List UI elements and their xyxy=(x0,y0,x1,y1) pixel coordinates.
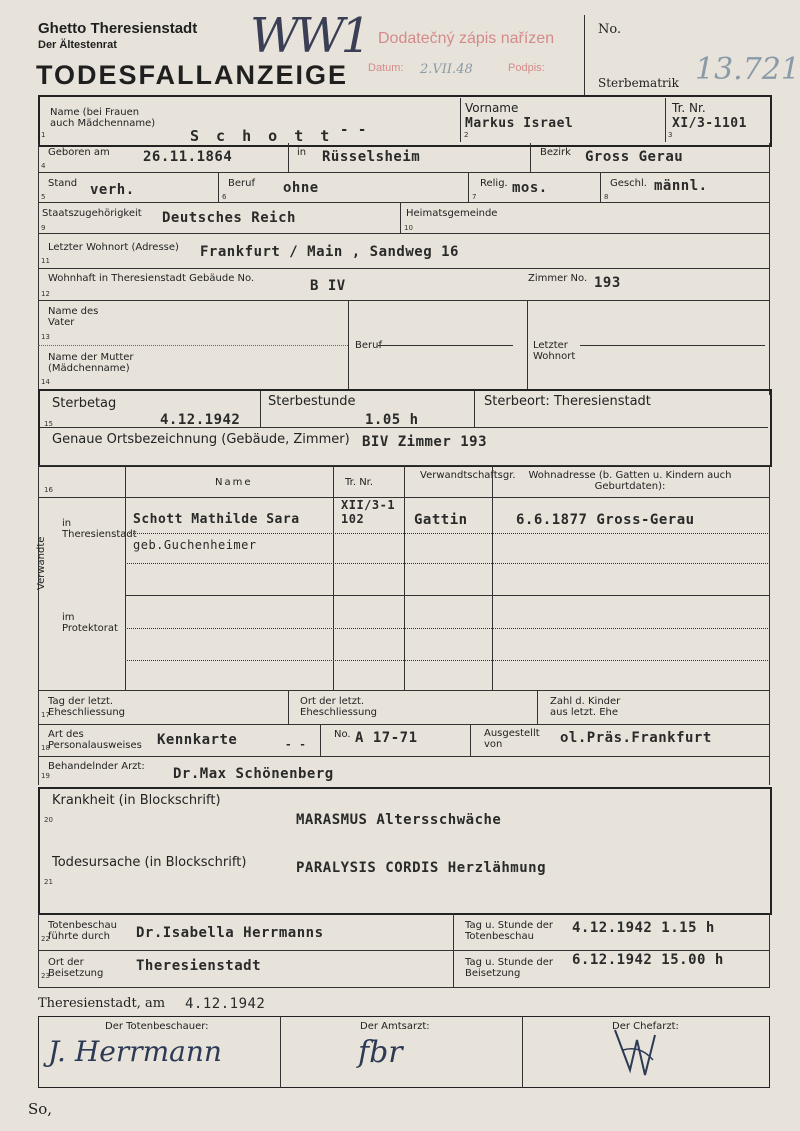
col-wohn: Wohnadresse (b. Gatten u. Kindern auch Geburtdaten): xyxy=(528,470,732,492)
field-num-4: 4 xyxy=(41,162,46,170)
sterbestunde-value: 1.05 h xyxy=(365,412,419,428)
org-line-1: Ghetto Theresienstadt xyxy=(38,20,198,37)
ausweis-no-label: No. xyxy=(334,729,351,740)
rel-verw: Gattin xyxy=(414,512,468,528)
vorname-value: Markus Israel xyxy=(465,116,574,131)
field-num-7: 7 xyxy=(472,193,477,201)
rel-wohn: 6.6.1877 Gross-Gerau xyxy=(516,512,695,528)
totenbeschau-tag-value: 4.12.1942 1.15 h xyxy=(572,920,715,936)
geburtsort-value: Rüsselsheim xyxy=(322,149,421,165)
bezirk-value: Gross Gerau xyxy=(585,149,684,165)
relig-label: Relig. xyxy=(480,178,508,189)
field-num-10: 10 xyxy=(404,224,413,232)
name-value: S c h o t t xyxy=(190,127,334,145)
rel-trnr: XII/3-1102 xyxy=(341,498,396,526)
eltern-wohnort-label: Letzter Wohnort xyxy=(533,340,576,362)
field-num-6: 6 xyxy=(222,193,227,201)
org-line-2: Der Ältestenrat xyxy=(38,39,117,51)
staat-value: Deutsches Reich xyxy=(162,210,296,226)
verwandte-label: Verwandte xyxy=(36,536,47,590)
wohnort-value: Frankfurt / Main , Sandweg 16 xyxy=(200,244,459,260)
ausweis-label: Art des Personalausweises xyxy=(48,729,142,751)
field-num-16: 16 xyxy=(44,486,53,494)
krankheit-label: Krankheit (in Blockschrift) xyxy=(52,793,221,808)
field-num-1: 1 xyxy=(41,131,46,139)
gebaeude-label: Wohnhaft in Theresienstadt Gebäude No. xyxy=(48,273,255,284)
field-num-2: 2 xyxy=(464,131,469,139)
ehe-tag-label: Tag der letzt. Eheschliessung xyxy=(48,696,126,718)
stamp-text: Dodatečný zápis nařízen xyxy=(378,30,555,47)
ursache-label: Todesursache (in Blockschrift) xyxy=(52,855,247,870)
staat-label: Staatszugehörigkeit xyxy=(42,208,142,219)
beisetzung-ort-value: Theresienstadt xyxy=(136,958,262,974)
geschl-value: männl. xyxy=(654,178,708,194)
sig2-signature: fbr xyxy=(358,1035,403,1070)
field-num-20: 20 xyxy=(44,816,53,824)
krankheit-value: MARASMUS Altersschwäche xyxy=(296,812,502,828)
zimmer-value: 193 xyxy=(594,275,621,291)
field-num-18: 18 xyxy=(41,744,50,752)
ehe-ort-label: Ort der letzt. Eheschliessung xyxy=(300,696,378,718)
sig1-signature: J. Herrmann xyxy=(48,1035,222,1068)
totenbeschau-tag-label: Tag u. Stunde der Totenbeschau xyxy=(465,920,554,942)
rel-name: Schott Mathilde Sara xyxy=(133,512,300,527)
place-date: 4.12.1942 xyxy=(185,996,266,1012)
field-num-17: 17 xyxy=(41,711,50,719)
mutter-label: Name der Mutter (Mädchenname) xyxy=(48,352,134,374)
ortsbez-label: Genaue Ortsbezeichnung (Gebäude, Zimmer) xyxy=(52,432,350,447)
field-num-9: 9 xyxy=(41,224,46,232)
beisetzung-tag-value: 6.12.1942 15.00 h xyxy=(572,952,724,968)
stamp-sign-label: Podpis: xyxy=(508,62,545,74)
vorname-label: Vorname xyxy=(465,101,519,115)
sig1-label: Der Totenbeschauer: xyxy=(105,1021,209,1032)
field-num-21: 21 xyxy=(44,878,53,886)
field-num-22: 22 xyxy=(41,935,50,943)
beruf-label: Beruf xyxy=(228,178,255,189)
eltern-beruf-label: Beruf xyxy=(355,340,382,351)
stamp-date: 2.VII.48 xyxy=(420,62,473,77)
sterbetag-label: Sterbetag xyxy=(52,396,117,411)
field-num-14: 14 xyxy=(41,378,50,386)
vater-label: Name des Vater xyxy=(48,306,99,328)
sig2-label: Der Amtsarzt: xyxy=(360,1021,430,1032)
trnr-value: XI/3-1101 xyxy=(672,116,747,131)
ausweis-dash: - - xyxy=(285,738,307,751)
matrik-number: 13.721 xyxy=(695,52,800,87)
im-prot-label: im Protektorat xyxy=(62,612,118,634)
stand-value: verh. xyxy=(90,182,135,198)
field-num-5: 5 xyxy=(41,193,46,201)
place-label: Theresienstadt, am xyxy=(38,996,166,1011)
no-label: No. xyxy=(598,22,622,37)
ausweis-no-value: A 17-71 xyxy=(355,730,418,746)
field-num-11: 11 xyxy=(41,257,50,265)
in-there-label: in Theresienstadt xyxy=(62,518,137,540)
field-num-15: 15 xyxy=(44,420,53,428)
rel-name-2: geb.Guchenheimer xyxy=(133,538,257,552)
field-num-3: 3 xyxy=(668,131,673,139)
field-num-19: 19 xyxy=(41,772,50,780)
kinder-label: Zahl d. Kinder aus letzt. Ehe xyxy=(550,696,621,718)
ortsbez-value: BIV Zimmer 193 xyxy=(362,434,488,450)
ausgestellt-label: Ausgestellt von xyxy=(484,728,540,750)
name-label: Name (bei Frauen auch Mädchenname) xyxy=(50,107,156,129)
ausgestellt-value: ol.Präs.Frankfurt xyxy=(560,730,712,746)
sterbe-box xyxy=(38,389,772,467)
sterbeort-label: Sterbeort: Theresienstadt xyxy=(484,394,651,409)
name-dash: - - xyxy=(340,122,367,138)
col-trnr: Tr. Nr. xyxy=(345,477,374,488)
beruf-value: ohne xyxy=(283,180,319,196)
relig-value: mos. xyxy=(512,180,548,196)
in-label: in xyxy=(297,147,307,158)
gebaeude-value: B IV xyxy=(310,278,346,294)
wohnort-label: Letzter Wohnort (Adresse) xyxy=(48,242,179,253)
sterbetag-value: 4.12.1942 xyxy=(160,412,241,428)
totenbeschau-label: Totenbeschau führte durch xyxy=(48,920,117,942)
beisetzung-ort-label: Ort der Beisetzung xyxy=(48,957,104,979)
zimmer-label: Zimmer No. xyxy=(528,273,588,284)
geboren-value: 26.11.1864 xyxy=(143,149,233,165)
totenbeschau-value: Dr.Isabella Herrmanns xyxy=(136,925,324,941)
field-num-12: 12 xyxy=(41,290,50,298)
geschl-label: Geschl. xyxy=(610,178,647,189)
matrik-label: Sterbematrik xyxy=(598,76,679,90)
arzt-label: Behandelnder Arzt: xyxy=(48,761,145,772)
arzt-value: Dr.Max Schönenberg xyxy=(173,766,334,782)
field-num-8: 8 xyxy=(604,193,609,201)
form-title: TODESFALLANZEIGE xyxy=(36,60,349,90)
sig3-label: Der Chefarzt: xyxy=(612,1021,679,1032)
handwritten-code: WW1 xyxy=(250,8,368,64)
heimat-label: Heimatsgemeinde xyxy=(406,208,498,219)
bottom-note: So, xyxy=(28,1100,53,1118)
stamp-date-label: Datum: xyxy=(368,62,404,74)
col-verw: Verwandtschaftsgr. xyxy=(420,470,516,481)
beisetzung-tag-label: Tag u. Stunde der Beisetzung xyxy=(465,957,554,979)
ursache-value: PARALYSIS CORDIS Herzlähmung xyxy=(296,860,547,876)
ausweis-value: Kennkarte xyxy=(157,732,238,748)
col-name: Name xyxy=(215,477,253,488)
bezirk-label: Bezirk xyxy=(540,147,571,158)
trnr-label: Tr. Nr. xyxy=(672,101,706,115)
sig3-signature xyxy=(605,1020,665,1080)
field-num-13: 13 xyxy=(41,333,50,341)
geboren-label: Geboren am xyxy=(48,147,110,158)
field-num-23: 23 xyxy=(41,972,50,980)
sterbestunde-label: Sterbestunde xyxy=(268,394,356,409)
stand-label: Stand xyxy=(48,178,78,189)
